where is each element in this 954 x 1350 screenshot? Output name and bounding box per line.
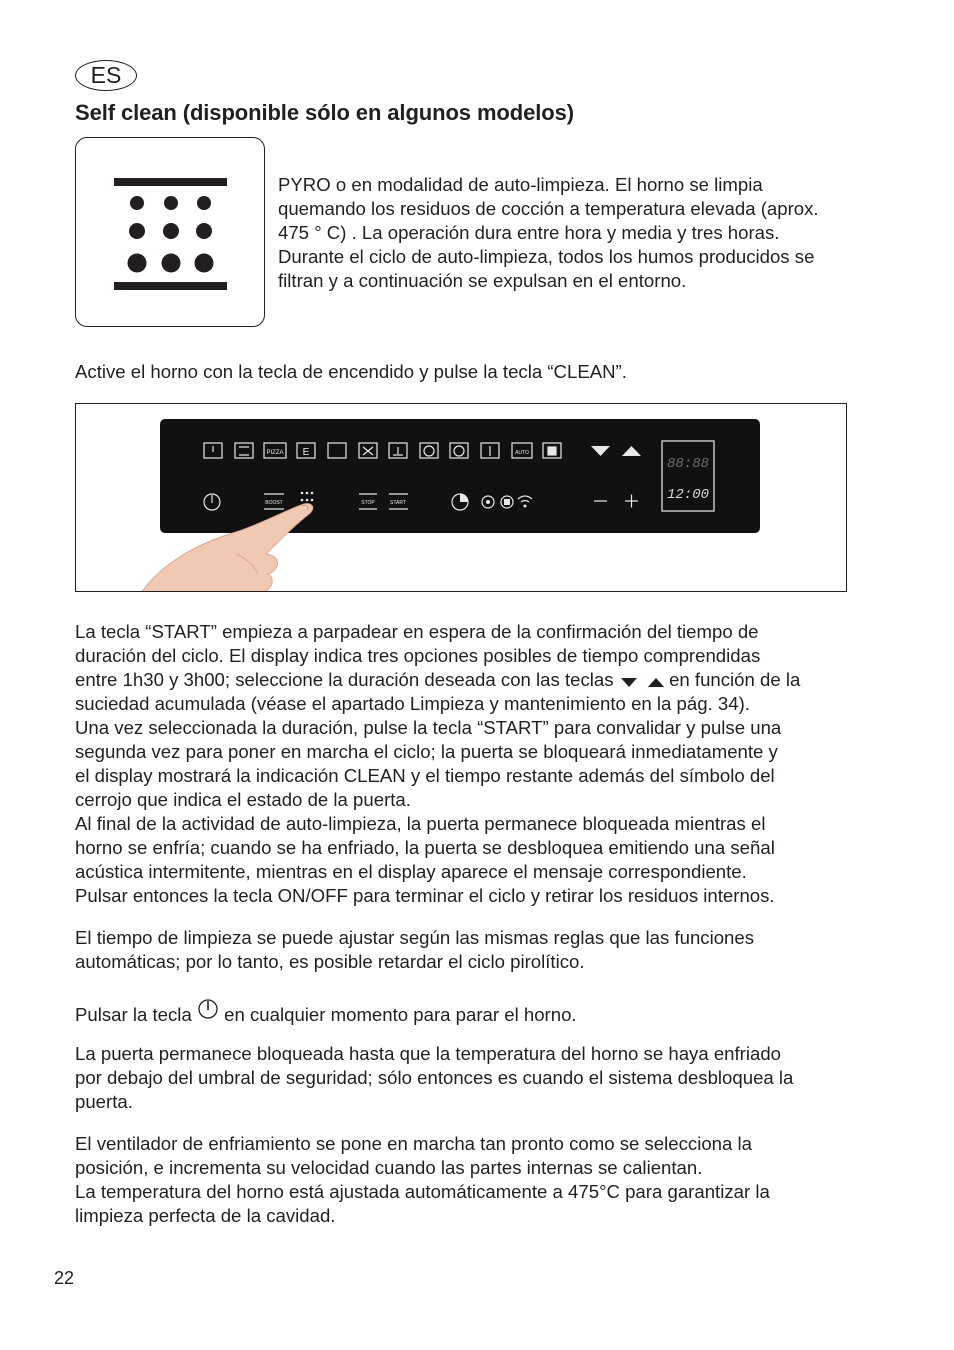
- text-line: acústica intermitente, mientras en el display aparece el mensaje correspondiente.: [75, 861, 747, 882]
- page-number: 22: [54, 1268, 75, 1288]
- intro-line: PYRO o en modalidad de auto-limpieza. El horno se limpia: [278, 174, 763, 195]
- text-segment: Pulsar la tecla: [75, 1004, 192, 1025]
- fan-paragraph: [75, 1132, 847, 1228]
- procedure-paragraph: [75, 620, 847, 908]
- text-line: Una vez seleccionada la duración, pulse la tecla “START” para convalidar y pulse una: [75, 717, 782, 738]
- language-badge: ES: [75, 60, 137, 91]
- control-panel: [76, 404, 847, 592]
- display-bottom-digits: 12:00: [666, 487, 710, 503]
- text-line: Pulsar entonces la tecla ON/OFF para terminar el ciclo y retirar los residuos internos.: [75, 885, 775, 906]
- delay-paragraph: [75, 926, 847, 974]
- boost-label: BOOST: [265, 500, 283, 506]
- intro-paragraph: [278, 173, 848, 293]
- text-line: segunda vez para poner en marcha el ciclo; la puerta se bloqueará inmediatamente y: [75, 741, 778, 762]
- text-line: horno se enfría; cuando se ha enfriado, la puerta se desbloquea emitiendo una señal: [75, 837, 775, 858]
- text-segment: entre 1h30 y 3h00; seleccione la duración deseada con las teclas: [75, 669, 614, 690]
- e-label: E: [302, 447, 310, 458]
- activate-instruction: Active el horno con la tecla de encendido y pulse la tecla “CLEAN”.: [75, 361, 627, 382]
- intro-line: 475 ° C) . La operación dura entre hora y media y tres horas.: [278, 222, 780, 243]
- text-segment: en cualquier momento para parar el horno.: [224, 1004, 577, 1025]
- text-line: posición, e incrementa su velocidad cuando las partes internas se calientan.: [75, 1157, 703, 1178]
- text-line: automáticas; por lo tanto, es posible retardar el ciclo pirolítico.: [75, 951, 585, 972]
- arrow-down-icon: [619, 676, 639, 688]
- self-clean-icon: [76, 138, 266, 328]
- door-lock-paragraph: [75, 1042, 847, 1114]
- text-line: [75, 668, 847, 692]
- power-icon: [197, 998, 219, 1020]
- intro-line: quemando los residuos de cocción a temperatura elevada (aprox.: [278, 198, 819, 219]
- text-line: cerrojo que indica el estado de la puerta.: [75, 789, 411, 810]
- text-line: limpieza perfecta de la cavidad.: [75, 1205, 336, 1226]
- text-line: suciedad acumulada (véase el apartado Limpieza y mantenimiento en la pág. 34).: [75, 693, 750, 714]
- section-title: Self clean (disponible sólo en algunos modelos): [75, 100, 574, 125]
- text-line: duración del ciclo. El display indica tres opciones posibles de tiempo comprendidas: [75, 645, 761, 666]
- start-label: START: [390, 500, 406, 506]
- text-line: La puerta permanece bloqueada hasta que la temperatura del horno se haya enfriado: [75, 1043, 782, 1064]
- control-panel-figure: [75, 403, 847, 592]
- auto-label: AUTO: [515, 450, 529, 456]
- display-top-digits: 88:88: [666, 456, 710, 472]
- text-line: El ventilador de enfriamiento se pone en marcha tan pronto como se selecciona la: [75, 1133, 753, 1154]
- text-line: puerta.: [75, 1091, 133, 1112]
- text-line: el display mostrará la indicación CLEAN y el tiempo restante además del símbolo del: [75, 765, 775, 786]
- text-line: El tiempo de limpieza se puede ajustar según las mismas reglas que las funciones: [75, 927, 755, 948]
- text-line: [75, 998, 847, 1027]
- panel-body: [160, 419, 760, 533]
- arrow-up-icon: [644, 676, 664, 688]
- text-line: Al final de la actividad de auto-limpieza, la puerta permanece bloqueada mientras el: [75, 813, 766, 834]
- text-line: La temperatura del horno está ajustada automáticamente a 475°C para garantizar la: [75, 1181, 770, 1202]
- stop-label: STOP: [361, 500, 375, 506]
- pizza-label: PIZZA: [266, 450, 284, 456]
- text-segment: en función de la: [669, 669, 801, 690]
- text-line: La tecla “START” empieza a parpadear en espera de la confirmación del tiempo de: [75, 621, 759, 642]
- intro-line: filtran y a continuación se expulsan en el entorno.: [278, 270, 687, 291]
- stop-paragraph: [75, 998, 847, 1027]
- intro-line: Durante el ciclo de auto-limpieza, todos los humos producidos se: [278, 246, 815, 267]
- text-line: por debajo del umbral de seguridad; sólo entonces es cuando el sistema desbloquea la: [75, 1067, 794, 1088]
- self-clean-icon-box: [75, 137, 265, 327]
